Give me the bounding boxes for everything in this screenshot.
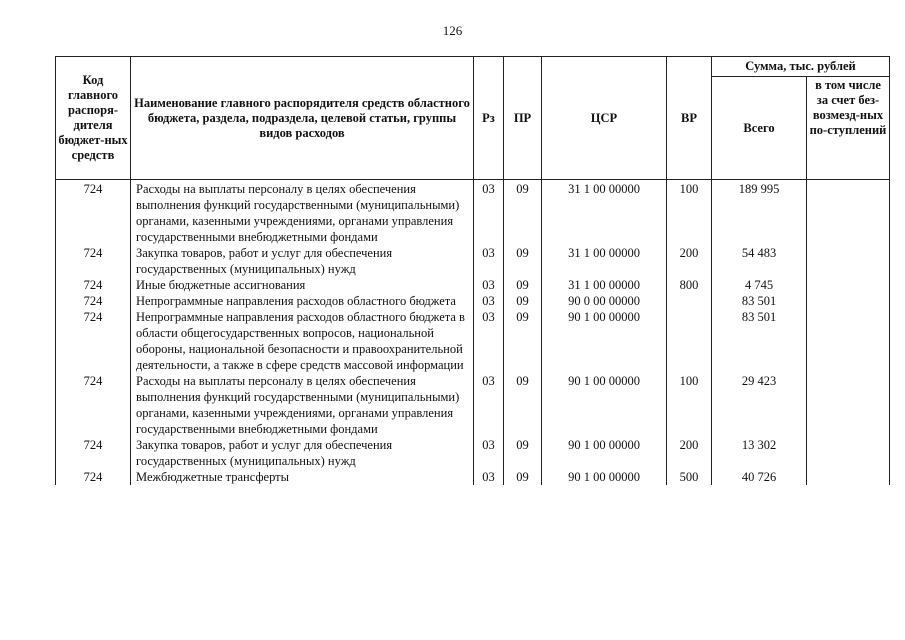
cell-name: Расходы на выплаты персоналу в целях обеспечения выполнения функций государственными (муниципальными) органами, казенными учреждениями, органами управления государственными внебюджетными фондами	[131, 373, 474, 437]
table-row	[56, 293, 890, 309]
header-vr: ВР	[667, 57, 712, 180]
table-row	[56, 469, 890, 485]
cell-rz: 03	[474, 373, 504, 437]
cell-pr: 09	[504, 309, 542, 373]
cell-vsego: 4 745	[712, 277, 807, 293]
cell-rz: 03	[474, 309, 504, 373]
cell-name: Закупка товаров, работ и услуг для обеспечения государственных (муниципальных) нужд	[131, 437, 474, 469]
cell-pr: 09	[504, 469, 542, 485]
cell-vtom	[807, 469, 890, 485]
cell-vr	[667, 309, 712, 373]
page-number: 126	[442, 23, 463, 38]
cell-vtom	[807, 437, 890, 469]
cell-vr: 800	[667, 277, 712, 293]
cell-vtom	[807, 293, 890, 309]
header-summa: Сумма, тыс. рублей	[712, 57, 890, 77]
cell-vr: 100	[667, 373, 712, 437]
cell-pr: 09	[504, 437, 542, 469]
cell-name: Непрограммные направления расходов областного бюджета в области общегосударственных вопросов, национальной обороны, национальной безопасности и правоохранительной деятельности, а также в сфере средств массовой информации	[131, 309, 474, 373]
cell-vr: 500	[667, 469, 712, 485]
cell-vr: 200	[667, 245, 712, 277]
cell-rz: 03	[474, 245, 504, 277]
cell-rz: 03	[474, 277, 504, 293]
header-name: Наименование главного распорядителя средств областного бюджета, раздела, подраздела, целевой статьи, группы видов расходов	[131, 57, 474, 180]
table-row	[56, 373, 890, 437]
header-csr: ЦСР	[542, 57, 667, 180]
cell-vr: 100	[667, 180, 712, 246]
cell-kod: 724	[56, 309, 131, 373]
cell-name: Непрограммные направления расходов областного бюджета	[131, 293, 474, 309]
budget-table	[55, 56, 890, 485]
header-rz: Рз	[474, 57, 504, 180]
cell-pr: 09	[504, 180, 542, 246]
cell-kod: 724	[56, 469, 131, 485]
header-kod: Код главного распоря-дителя бюджет-ных средств	[56, 57, 131, 180]
cell-vsego: 13 302	[712, 437, 807, 469]
cell-name: Межбюджетные трансферты	[131, 469, 474, 485]
cell-vr	[667, 293, 712, 309]
cell-vsego: 54 483	[712, 245, 807, 277]
table-row	[56, 245, 890, 277]
cell-name: Закупка товаров, работ и услуг для обеспечения государственных (муниципальных) нужд	[131, 245, 474, 277]
cell-kod: 724	[56, 373, 131, 437]
cell-vsego: 83 501	[712, 293, 807, 309]
cell-rz: 03	[474, 437, 504, 469]
header-vtom: в том числе за счет без-возмезд-ных по-ступлений	[807, 77, 890, 180]
table-row	[56, 437, 890, 469]
cell-csr: 90 1 00 00000	[542, 437, 667, 469]
cell-vr: 200	[667, 437, 712, 469]
cell-pr: 09	[504, 293, 542, 309]
table-body	[56, 180, 890, 486]
cell-vsego: 189 995	[712, 180, 807, 246]
header-vsego: Всего	[712, 77, 807, 180]
cell-name: Иные бюджетные ассигнования	[131, 277, 474, 293]
cell-rz: 03	[474, 469, 504, 485]
cell-csr: 90 1 00 00000	[542, 309, 667, 373]
cell-pr: 09	[504, 373, 542, 437]
table-row	[56, 277, 890, 293]
cell-kod: 724	[56, 277, 131, 293]
cell-pr: 09	[504, 245, 542, 277]
cell-vsego: 29 423	[712, 373, 807, 437]
cell-csr: 31 1 00 00000	[542, 245, 667, 277]
cell-csr: 31 1 00 00000	[542, 277, 667, 293]
cell-vtom	[807, 373, 890, 437]
cell-vtom	[807, 309, 890, 373]
cell-csr: 90 0 00 00000	[542, 293, 667, 309]
table-header	[56, 57, 890, 180]
cell-kod: 724	[56, 180, 131, 246]
table-row	[56, 309, 890, 373]
cell-csr: 31 1 00 00000	[542, 180, 667, 246]
cell-kod: 724	[56, 245, 131, 277]
table-row	[56, 180, 890, 246]
cell-vtom	[807, 245, 890, 277]
header-pr: ПР	[504, 57, 542, 180]
cell-rz: 03	[474, 180, 504, 246]
cell-vtom	[807, 180, 890, 246]
cell-kod: 724	[56, 293, 131, 309]
cell-kod: 724	[56, 437, 131, 469]
cell-csr: 90 1 00 00000	[542, 373, 667, 437]
cell-rz: 03	[474, 293, 504, 309]
cell-vsego: 83 501	[712, 309, 807, 373]
cell-name: Расходы на выплаты персоналу в целях обеспечения выполнения функций государственными (муниципальными) органами, казенными учреждениями, органами управления государственными внебюджетными фондами	[131, 180, 474, 246]
cell-vsego: 40 726	[712, 469, 807, 485]
cell-pr: 09	[504, 277, 542, 293]
cell-vtom	[807, 277, 890, 293]
cell-csr: 90 1 00 00000	[542, 469, 667, 485]
